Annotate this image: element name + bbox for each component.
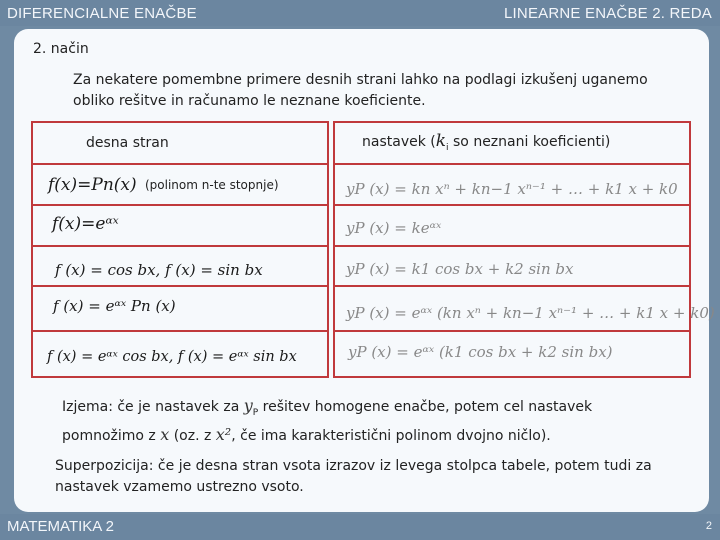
row-divider bbox=[31, 330, 329, 332]
exception-part4: , če ima karakteristični polinom dvojno ničlo). bbox=[231, 427, 551, 444]
header-title-right: LINEARNE ENAČBE 2. REDA bbox=[504, 5, 712, 22]
header-title-left: DIFERENCIALNE ENAČBE bbox=[7, 5, 197, 22]
table-header-right-prefix: nastavek ( bbox=[362, 134, 436, 150]
row-divider bbox=[31, 163, 329, 165]
row-divider bbox=[333, 285, 691, 287]
table-cell-left-row1: f(x)=Pn(x) bbox=[48, 175, 137, 195]
exception-math-yp-sub: P bbox=[252, 407, 259, 418]
row-divider bbox=[31, 204, 329, 206]
exception-math-x2: x² bbox=[215, 424, 232, 444]
table-cell-right-row4: yP (x) = eᵅˣ (kn xⁿ + kn−1 xⁿ⁻¹ + … + k1 x + k0) bbox=[346, 304, 715, 322]
table-cell-left-row4: f (x) = eᵅˣ Pn (x) bbox=[53, 297, 176, 315]
exception-part2: rešitev homogene enačbe, potem cel nastavek pomnožimo z bbox=[62, 399, 593, 444]
table-header-left: desna stran bbox=[86, 135, 169, 151]
exception-part1: Izjema: če je nastavek za bbox=[62, 399, 244, 415]
table-cell-left-row1-note: (polinom n-te stopnje) bbox=[145, 178, 279, 192]
table-right-column bbox=[333, 121, 691, 378]
table-header-right-math: k bbox=[435, 131, 447, 151]
footer-title: MATEMATIKA 2 bbox=[7, 518, 114, 535]
intro-text: Za nekatere pomembne primere desnih strani lahko na podlagi izkušenj uganemo obliko rešitve in računamo le neznane koeficiente. bbox=[73, 72, 648, 109]
table-cell-right-row2: yP (x) = keᵅˣ bbox=[346, 219, 442, 237]
superposition-note: Superpozicija: če je desna stran vsota izrazov iz levega stolpca tabele, potem tudi za nastavek vzamemo ustrezno vsoto. bbox=[55, 458, 652, 495]
table-cell-left-row2: f(x)=eᵅˣ bbox=[52, 214, 119, 234]
table-left-column bbox=[31, 121, 329, 378]
exception-math-x: x bbox=[160, 424, 170, 444]
row-divider bbox=[333, 330, 691, 332]
page-number: 2 bbox=[705, 520, 712, 532]
table-cell-right-row3: yP (x) = k1 cos bx + k2 sin bx bbox=[346, 260, 574, 278]
table-cell-left-row5: f (x) = eᵅˣ cos bx, f (x) = eᵅˣ sin bx bbox=[47, 349, 297, 365]
table-cell-left-row3: f (x) = cos bx, f (x) = sin bx bbox=[55, 261, 263, 279]
exception-math-yp: y bbox=[243, 396, 253, 415]
table-header-right-sub: i bbox=[446, 142, 449, 153]
row-divider bbox=[31, 245, 329, 247]
table-cell-right-row5: yP (x) = eᵅˣ (k1 cos bx + k2 sin bx) bbox=[348, 343, 613, 361]
row-divider bbox=[333, 245, 691, 247]
section-heading: 2. način bbox=[33, 41, 89, 57]
row-divider bbox=[333, 204, 691, 206]
row-divider bbox=[333, 163, 691, 165]
exception-part3: (oz. z bbox=[169, 427, 216, 444]
table-header-right-suffix: so neznani koeficienti) bbox=[448, 134, 611, 150]
row-divider bbox=[31, 285, 329, 287]
table-cell-right-row1: yP (x) = kn xⁿ + kn−1 xⁿ⁻¹ + … + k1 x + k0 bbox=[346, 180, 678, 198]
exception-note bbox=[62, 395, 662, 447]
